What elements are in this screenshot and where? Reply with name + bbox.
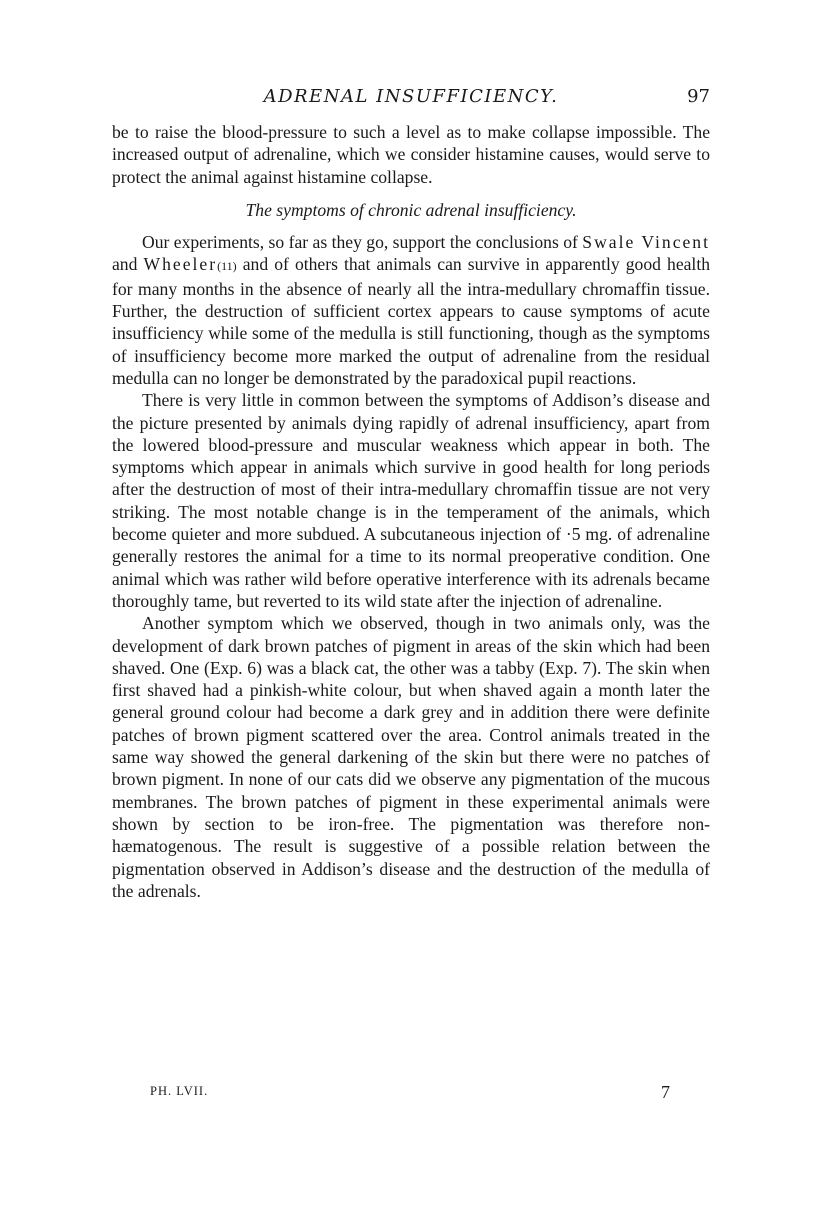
paragraph-text: and of others that animals can survive in apparently good health for many months in the absence of nearly all the intra-medullary chromaffin tissue. Further, the destruction of sufficient cortex appears to cause symptoms of acute insufficiency while some of the medulla is still functioning, though as the symptoms of insufficiency become more marked the output of adrenaline from the residual medulla can no longer be demonstrated by the paradoxical pupil reactions. [112, 254, 711, 388]
paragraph-pigmentation: Another symptom which we observed, though in two animals only, was the development of dark brown patches of pigment in areas of the skin which had been shaved. One (Exp. 6) was a black cat, the other was a tabby (Exp. 7). The skin when first shaved had a pinkish-white colour, but when shaved again a month later the general ground colour had become a dark grey and in addition there were definite patches of brown pigment scattered over the area. Control animals treated in the same way showed the general darkening of the skin but there were no patches of brown pigment. In none of our cats did we observe any pigmentation of the mucous membranes. The brown patches of pigment in these experimental animals were shown by section to be iron-free. The pigmentation was therefore non-hæmatogenous. The result is suggestive of a possible relation between the pigmentation observed in Addison’s disease and the destruction of the medulla of the adrenals. [112, 613, 710, 901]
article-body [112, 121, 710, 902]
paragraph-symptoms: There is very little in common between the symptoms of Addison’s disease and the picture presented by animals dying rapidly of adrenal insufficiency, apart from the lowered blood-pressure and muscular weakness which appear in both. The symptoms which appear in animals which survive in good health for long periods after the destruction of most of their intra-medullary chromaffin tissue are not very striking. The most notable change is in the temperament of the animals, which become quieter and more subdued. A subcutaneous injection of ·5 mg. of adrenaline generally restores the animal for a time to its normal preoperative condition. One animal which was rather wild before operative interference with its adrenals became thoroughly tame, but reverted to its wild state after the injection of adrenaline. [112, 390, 710, 611]
page-footer [150, 1084, 670, 1104]
reference-marker: (11) [217, 259, 237, 274]
paragraph-continued: be to raise the blood-pressure to such a level as to make collapse impossible. The increased output of adrenaline, which we consider histamine causes, would serve to protect the animal against histamine collapse. [112, 122, 710, 187]
paragraph-conclusions [112, 231, 710, 389]
paragraph-text: Our experiments, so far as they go, support the conclusions of [142, 232, 578, 253]
section-heading: The symptoms of chronic adrenal insufficiency. [245, 199, 577, 220]
page-number: 97 [687, 86, 710, 107]
conjunction-text: and [112, 254, 138, 275]
author-name: Wheeler [143, 254, 218, 275]
running-head [112, 86, 710, 110]
running-title: ADRENAL INSUFFICIENCY. [263, 86, 559, 107]
signature-mark: PH. LVII. [150, 1084, 209, 1098]
signature-number: 7 [661, 1082, 670, 1102]
author-name: Swale Vincent [582, 232, 710, 253]
